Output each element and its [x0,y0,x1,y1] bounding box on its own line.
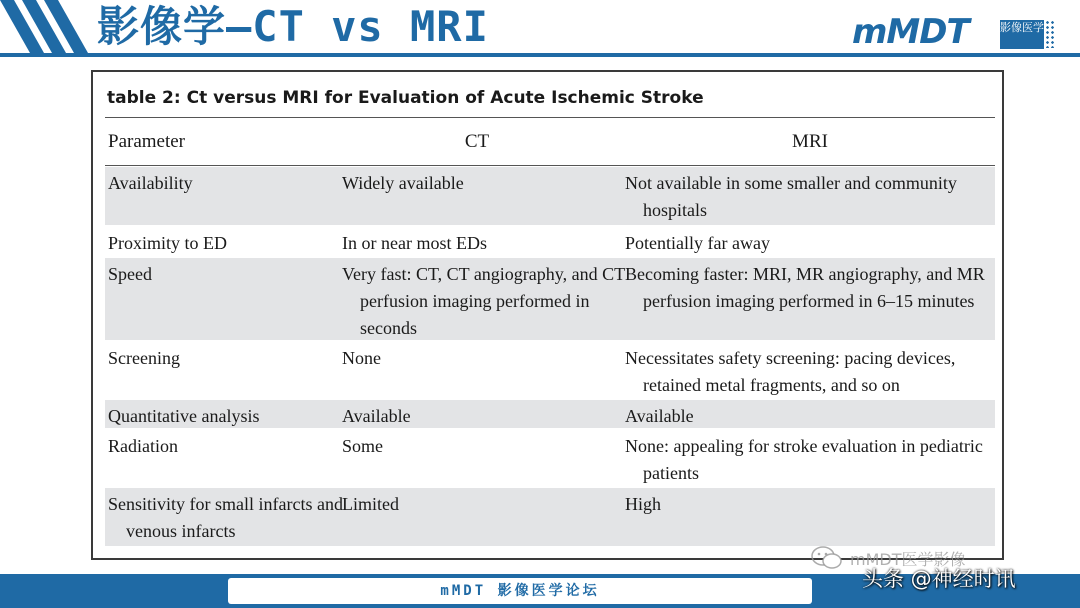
row-ct-value: Very fast: CT, CT angiography, and CT perfusion imaging performed in seconds [342,264,625,338]
row-parameter: Speed [108,264,152,284]
column-header-ct: CT [464,131,490,152]
mmdt-logo [852,12,1057,52]
table-frame [91,70,1004,560]
table-caption: table 2: Ct versus MRI for Evaluation of Acute Ischemic Stroke [107,88,704,108]
row-mri-value: Potentially far away [625,233,770,253]
row-mri-value: Becoming faster: MRI, MR angiography, and MR perfusion imaging performed in 6–15 minutes [625,264,985,311]
chevron-decoration [0,0,96,56]
table-header-row [105,119,995,165]
table-row [105,342,995,398]
table-header-rule [105,165,995,166]
row-mri-value: High [625,494,661,514]
row-ct-value: Available [342,406,411,426]
row-ct-value: In or near most EDs [342,233,487,253]
row-ct-value: None [342,348,381,368]
wechat-icon [810,545,844,571]
table-row [105,258,995,340]
row-ct-value: Limited [342,494,399,514]
watermark [806,545,1076,601]
row-parameter: Radiation [108,436,178,456]
row-ct-value: Some [342,436,384,456]
row-mri-value: None: appealing for stroke evaluation in pediatric patients [625,436,983,483]
slide-title: 影像学—CT vs MRI [97,2,489,51]
row-parameter: Sensitivity for small infarcts and venous infarcts [108,494,343,541]
watermark-source: 头条 @神经时讯 [862,567,1016,591]
row-parameter: Proximity to ED [108,233,228,253]
table-row [105,400,995,428]
top-stripe [0,53,1080,57]
watermark-account: mMDT医学影像 [850,550,966,569]
footer-label: mMDT 影像医学论坛 [228,578,812,604]
table-row [105,227,995,256]
row-mri-value: Available [625,406,694,426]
table-row [105,488,995,546]
table-row [105,167,995,225]
row-ct-value: Widely available [342,173,464,193]
table-row [105,430,995,486]
logo-badge: 影像医学 [1000,20,1044,49]
column-header-parameter: Parameter [108,131,186,152]
column-header-mri: MRI [792,131,828,152]
row-parameter: Quantitative analysis [108,406,260,426]
logo-text: mMDT [852,12,969,52]
row-mri-value: Necessitates safety screening: pacing devices, retained metal fragments, and so on [625,348,956,395]
row-parameter: Screening [108,348,180,368]
row-parameter: Availability [108,173,193,193]
row-mri-value: Not available in some smaller and community hospitals [625,173,957,220]
table-top-rule [105,117,995,118]
logo-dots [1045,20,1055,48]
